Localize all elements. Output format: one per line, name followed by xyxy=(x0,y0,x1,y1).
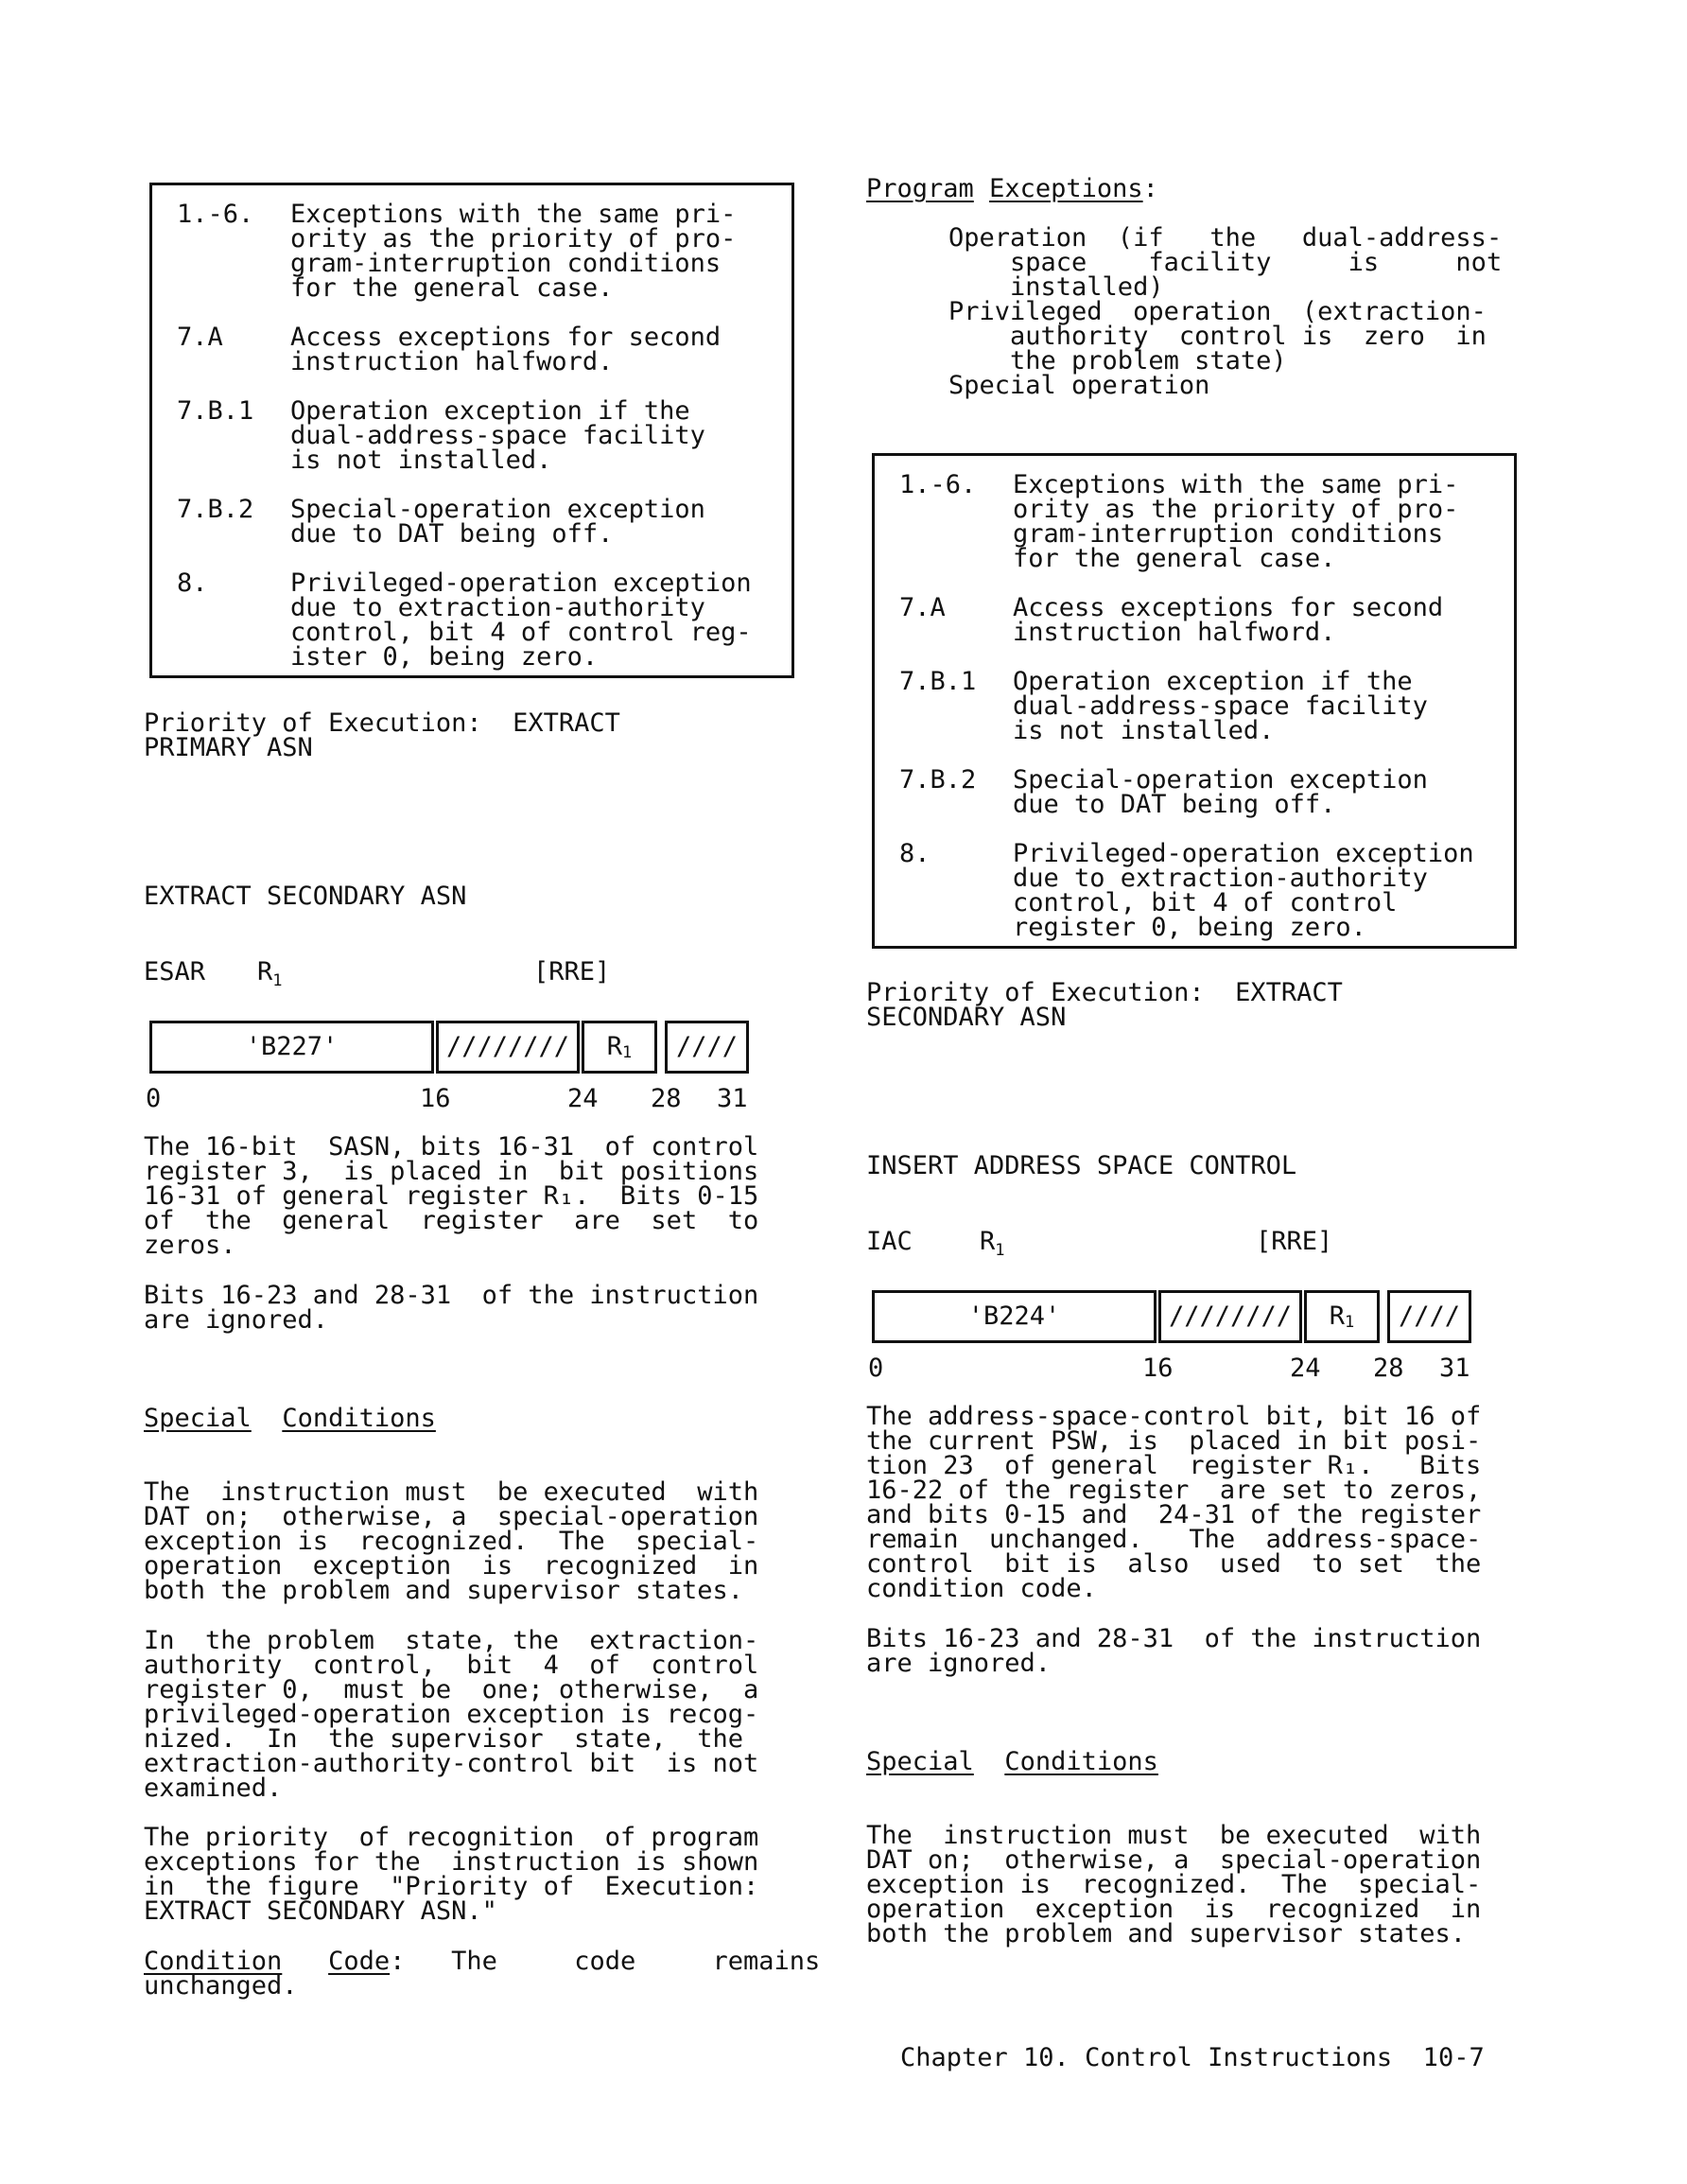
instruction-title: EXTRACT SECONDARY ASN xyxy=(144,882,467,911)
condition-code: Condition Code: The code remains xyxy=(144,1947,821,1976)
body-paragraph: The 16-bit SASN, bits 16-31 of control register 3, is placed in bit positions 16-31 of general register R₁. Bits 0-15 of the general register are set to zeros. xyxy=(144,1132,759,1260)
bit-position: 0 xyxy=(146,1084,162,1113)
unused-field: //// xyxy=(1387,1290,1471,1343)
section-heading-special-conditions: Special Conditions xyxy=(866,1747,1158,1776)
priority-number: 7.B.1 xyxy=(899,667,977,696)
page-footer: Chapter 10. Control Instructions 10-7 xyxy=(900,2043,1485,2072)
instruction-title: INSERT ADDRESS SPACE CONTROL xyxy=(866,1151,1297,1180)
section-heading-program-exceptions: Program Exceptions: xyxy=(866,174,1158,203)
instruction-format-table xyxy=(149,1021,749,1074)
priority-box-secondary-asn xyxy=(872,453,1517,949)
priority-caption: Priority of Execution: EXTRACT PRIMARY ASN xyxy=(144,708,620,762)
priority-text: Exceptions with the same pri- ority as the priority of pro- gram-interruption conditions for the general case. xyxy=(290,200,737,303)
condition-code-value: unchanged. xyxy=(144,1971,298,2001)
bit-position: 31 xyxy=(1439,1354,1470,1383)
instruction-format: [RRE] xyxy=(1256,1227,1333,1256)
instruction-format-table xyxy=(872,1290,1471,1343)
priority-text: Exceptions with the same pri- ority as the priority of pro- gram-interruption conditions for the general case. xyxy=(1013,470,1459,573)
unused-field: //////// xyxy=(1158,1290,1302,1343)
bit-position: 16 xyxy=(420,1084,451,1113)
priority-text: Operation exception if the dual-address-space facility is not installed. xyxy=(290,396,705,475)
body-paragraph: Bits 16-23 and 28-31 of the instruction are ignored. xyxy=(866,1624,1482,1678)
body-paragraph: The instruction must be executed with DAT on; otherwise, a special-operation exception is recognized. The special- operation exception is recognized in both the problem and supervisor states. xyxy=(866,1821,1482,1948)
bit-position: 24 xyxy=(1290,1354,1321,1383)
priority-text: Access exceptions for second instruction halfword. xyxy=(290,323,722,376)
instruction-operand: $R_1$ xyxy=(980,1227,1005,1260)
priority-text: Operation exception if the dual-address-space facility is not installed. xyxy=(1013,667,1428,745)
body-paragraph: The address-space-control bit, bit 16 of the current PSW, is placed in bit posi- tion 23 of general register R₁. Bits 16-22 of the register are set to zeros, and bits 0-15 and 24-31 of the register remain unchanged. The address-space- control bit is also used to set the condition code. xyxy=(866,1402,1482,1603)
priority-text: Privileged-operation exception due to extraction-authority control, bit 4 of control register 0, being zero. xyxy=(1013,839,1474,942)
bit-position: 24 xyxy=(567,1084,599,1113)
unused-field: //// xyxy=(665,1021,749,1074)
priority-caption: Priority of Execution: EXTRACT SECONDARY ASN xyxy=(866,978,1343,1032)
priority-text: Special-operation exception due to DAT being off. xyxy=(1013,765,1428,819)
opcode-field: 'B227' xyxy=(149,1021,434,1074)
priority-number: 8. xyxy=(899,839,930,868)
priority-number: 7.B.1 xyxy=(177,396,254,426)
bit-position: 28 xyxy=(1373,1354,1404,1383)
instruction-format: [RRE] xyxy=(533,957,611,987)
body-paragraph: Bits 16-23 and 28-31 of the instruction are ignored. xyxy=(144,1281,759,1335)
priority-number: 8. xyxy=(177,568,208,598)
priority-number: 7.A xyxy=(899,593,946,622)
r1-field: R 1 xyxy=(582,1021,657,1074)
priority-number: 1.-6. xyxy=(899,470,977,499)
priority-number: 1.-6. xyxy=(177,200,254,229)
priority-number: 7.B.2 xyxy=(899,765,977,795)
priority-text: Privileged-operation exception due to extraction-authority control, bit 4 of control reg- ister 0, being zero. xyxy=(290,568,752,672)
body-paragraph: The instruction must be executed with DAT on; otherwise, a special-operation exception is recognized. The special- operation exception is recognized in both the problem and supervisor states. xyxy=(144,1477,759,1605)
bit-position: 0 xyxy=(868,1354,884,1383)
priority-number: 7.A xyxy=(177,323,223,352)
r1-field: R 1 xyxy=(1304,1290,1380,1343)
bit-position: 31 xyxy=(717,1084,748,1113)
bit-position: 16 xyxy=(1142,1354,1174,1383)
instruction-operand: $R_1$ xyxy=(257,957,283,990)
instruction-mnemonic: IAC xyxy=(866,1227,913,1256)
priority-box-primary-asn xyxy=(149,183,794,678)
priority-text: Access exceptions for second instruction halfword. xyxy=(1013,593,1444,647)
section-heading-special-conditions: Special Conditions xyxy=(144,1404,436,1433)
opcode-field: 'B224' xyxy=(872,1290,1157,1343)
program-exceptions-list: Operation (if the dual-address- space facility is not installed) Privileged operation (extraction- authority control is zero in the problem state) Special operation xyxy=(948,223,1503,400)
body-paragraph: In the problem state, the extraction- authority control, bit 4 of control register 0, must be one; otherwise, a privileged-operation exception is recog- nized. In the supervisor state, the extraction-authority-control bit is not examined. xyxy=(144,1626,759,1803)
priority-number: 7.B.2 xyxy=(177,495,254,524)
bit-position: 28 xyxy=(651,1084,682,1113)
body-paragraph: The priority of recognition of program exceptions for the instruction is shown in the figure "Priority of Execution: EXTRACT SECONDARY ASN." xyxy=(144,1823,759,1926)
priority-text: Special-operation exception due to DAT being off. xyxy=(290,495,705,549)
instruction-mnemonic: ESAR xyxy=(144,957,206,987)
unused-field: //////// xyxy=(436,1021,580,1074)
